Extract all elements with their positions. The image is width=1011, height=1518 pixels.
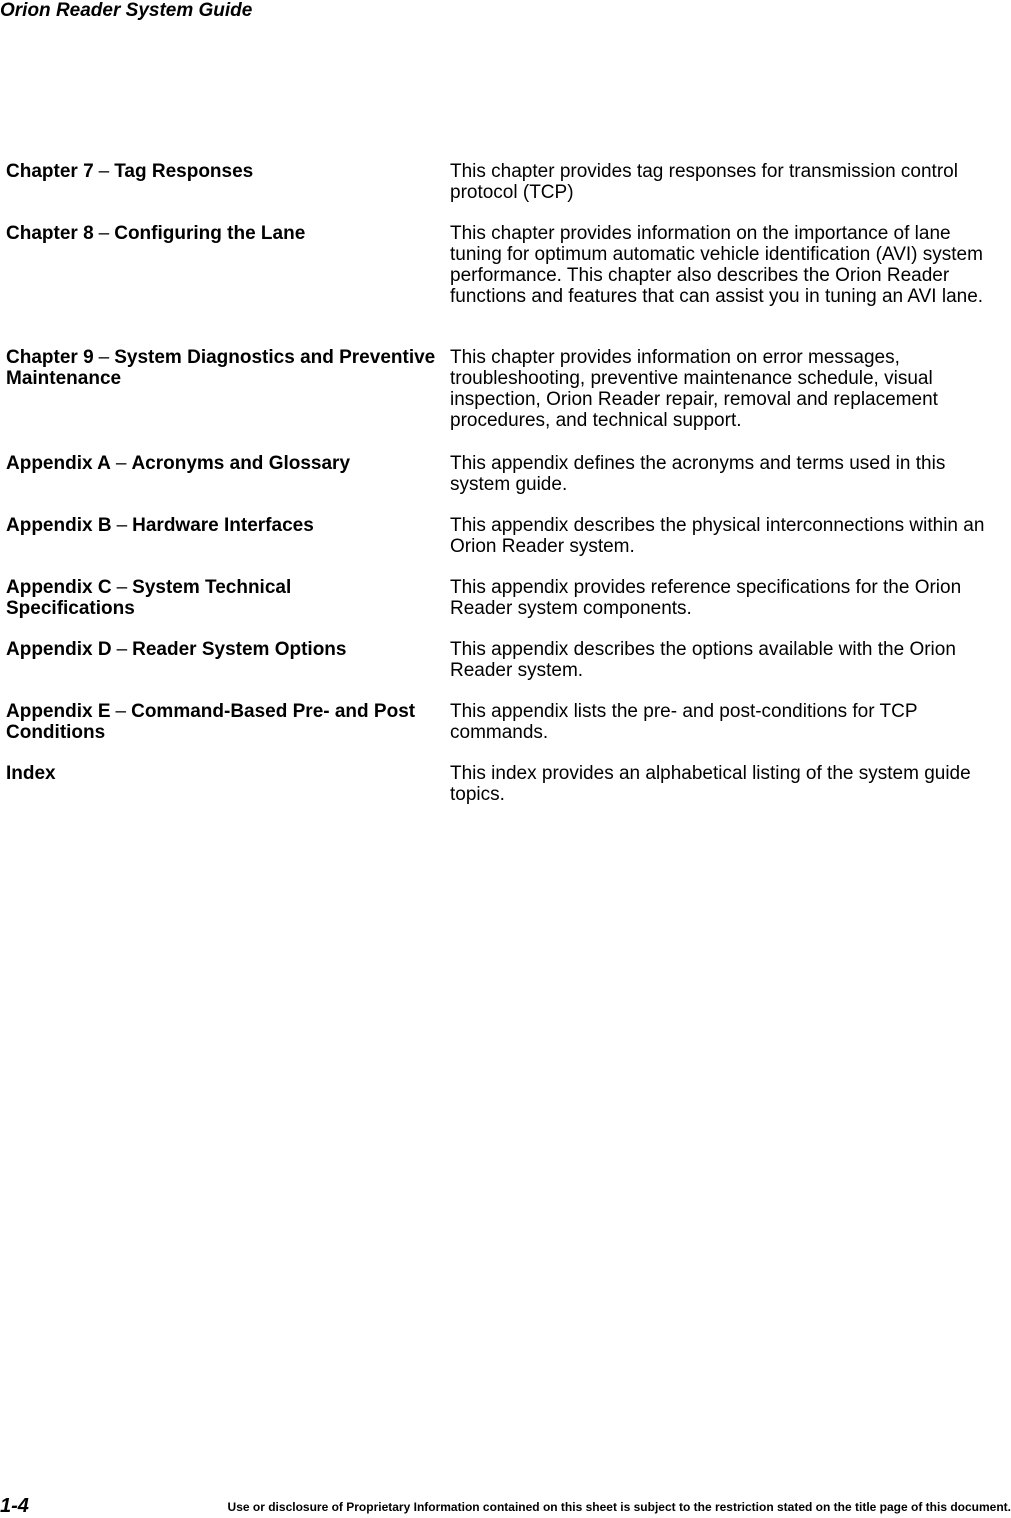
- toc-entry-description: This appendix describes the options available with the Orion Reader system.: [450, 639, 956, 681]
- toc-row: [6, 763, 1006, 825]
- toc-entry-name: System Diagnostics and Preventive Maintenance: [6, 347, 436, 389]
- toc-entry-description: This chapter provides tag responses for transmission control protocol (TCP): [450, 161, 958, 203]
- toc-entry-name: Command-Based Pre- and Post Conditions: [6, 701, 416, 743]
- toc-entry-name: Configuring the Lane: [114, 223, 306, 244]
- toc-entry-description: This chapter provides information on error messages, troubleshooting, preventive maintenance schedule, visual inspection, Orion Reader repair, removal and replacement procedures, and technical support.: [450, 347, 938, 431]
- toc-entry-description: This appendix defines the acronyms and terms used in this system guide.: [450, 453, 946, 495]
- toc-entry-title: [6, 577, 336, 619]
- page-number: 1-4: [0, 1495, 29, 1517]
- toc-entry-prefix: Appendix B: [6, 515, 112, 536]
- toc-row: [6, 347, 1006, 453]
- toc-row: [6, 577, 1006, 639]
- toc-entry-prefix: Appendix A: [6, 453, 111, 474]
- toc-entry-description: This appendix describes the physical interconnections within an Orion Reader system.: [450, 515, 985, 557]
- toc-entry-prefix: Appendix C: [6, 577, 112, 598]
- toc-entry-title: [6, 453, 450, 474]
- toc-entry-title: [6, 701, 416, 743]
- toc-row: [6, 161, 1006, 223]
- toc-row: [6, 223, 1006, 347]
- toc-entry-title: [6, 639, 450, 660]
- toc-entry-prefix: Chapter 9: [6, 347, 94, 368]
- toc-row: [6, 639, 1006, 701]
- toc-entry-name: Acronyms and Glossary: [131, 453, 351, 474]
- toc-row: [6, 701, 1006, 763]
- toc-entry-prefix: Appendix D: [6, 639, 112, 660]
- toc-entry-dash: –: [115, 453, 127, 474]
- toc-row: [6, 515, 1006, 577]
- toc-entry-name: Hardware Interfaces: [132, 515, 314, 536]
- toc-entry-title: [6, 347, 450, 389]
- toc-entry-title: [6, 515, 450, 536]
- toc-list: [6, 161, 1006, 825]
- toc-entry-prefix: Index: [6, 763, 56, 784]
- toc-entry-dash: –: [98, 161, 110, 182]
- toc-entry-dash: –: [98, 347, 110, 368]
- toc-entry-prefix: Appendix E: [6, 701, 111, 722]
- toc-entry-name: Tag Responses: [114, 161, 254, 182]
- toc-entry-title: [6, 223, 450, 244]
- toc-entry-description: This chapter provides information on the importance of lane tuning for optimum automatic vehicle identification (AVI) system performance. This chapter also describes the Orion Reader functions and features that can assist you in tuning an AVI lane.: [450, 223, 984, 307]
- toc-entry-title: [6, 763, 450, 784]
- toc-entry-name: Reader System Options: [132, 639, 347, 660]
- toc-entry-title: [6, 161, 450, 182]
- toc-entry-dash: –: [116, 515, 128, 536]
- toc-entry-dash: –: [115, 701, 127, 722]
- footer-notice: Use or disclosure of Proprietary Information contained on this sheet is subject to the restriction stated on the title page of this document.: [227, 1500, 1011, 1514]
- toc-entry-description: This appendix provides reference specifications for the Orion Reader system components.: [450, 577, 962, 619]
- toc-entry-dash: –: [98, 223, 110, 244]
- toc-entry-prefix: Chapter 8: [6, 223, 94, 244]
- toc-entry-dash: –: [116, 639, 128, 660]
- toc-entry-description: This index provides an alphabetical listing of the system guide topics.: [450, 763, 971, 805]
- running-header: Orion Reader System Guide: [0, 0, 253, 21]
- toc-entry-dash: –: [116, 577, 128, 598]
- toc-entry-prefix: Chapter 7: [6, 161, 94, 182]
- toc-entry-description: This appendix lists the pre- and post-conditions for TCP commands.: [450, 701, 918, 743]
- toc-row: [6, 453, 1006, 515]
- toc-entry-name: System Technical Specifications: [6, 577, 292, 619]
